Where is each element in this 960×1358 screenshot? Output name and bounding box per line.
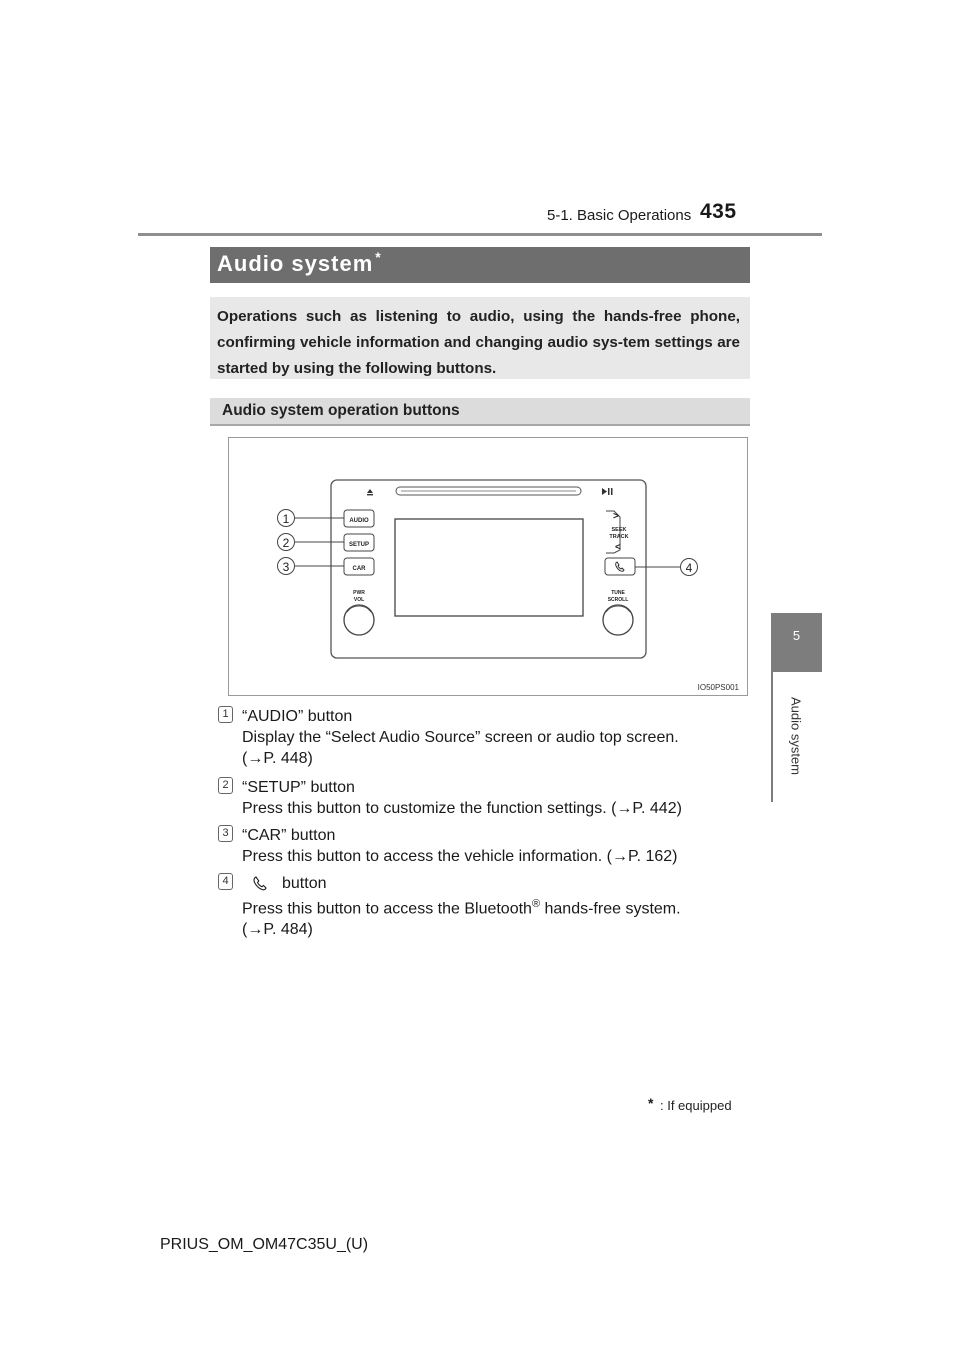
item-1-ref: (→P. 448) [242, 750, 313, 767]
car-button [344, 558, 374, 575]
item-4-badge: 4 [218, 873, 233, 890]
document-code: PRIUS_OM_OM47C35U_(U) [160, 1236, 369, 1253]
item-2 [242, 777, 682, 819]
item-1-desc: Display the “Select Audio Source” screen or audio top screen. [242, 729, 679, 746]
if-equipped-note: : If equipped [660, 1098, 732, 1113]
item-3-title: “CAR” button [242, 827, 336, 844]
page-title [217, 251, 382, 277]
item-4-desc-a: Press this button to access the Bluetooth [242, 900, 532, 918]
display-screen [395, 519, 583, 616]
item-3-desc: Press this button to access the vehicle information. (→P. 162) [242, 848, 678, 865]
chapter-tab-number: 5 [792, 628, 801, 643]
item-4-ref: (→P. 484) [242, 921, 313, 939]
chevron-right-icon: > [613, 511, 619, 522]
setup-button-label: SETUP [348, 542, 370, 548]
callout-1-number: 1 [282, 512, 290, 526]
subheading: Audio system operation buttons [222, 402, 460, 419]
callout-2-number: 2 [282, 536, 290, 550]
item-1-title: “AUDIO” button [242, 708, 353, 725]
callout-4-number: 4 [685, 561, 693, 575]
item-4-title: button [282, 875, 327, 892]
seek-label: SEEK [611, 527, 627, 533]
item-2-title: “SETUP” button [242, 779, 355, 796]
car-button-label: CAR [352, 566, 366, 572]
page-number: 435 [700, 200, 737, 223]
section-title: 5-1. Basic Operations [547, 207, 692, 224]
callout-3-number: 3 [282, 560, 290, 574]
item-1-badge: 1 [218, 706, 233, 723]
track-label: TRACK [609, 534, 629, 540]
audio-button [344, 510, 374, 527]
audio-button-label: AUDIO [349, 518, 369, 524]
item-4-desc [242, 894, 681, 919]
if-equipped-mark: * [375, 249, 382, 265]
item-4 [242, 873, 681, 940]
scroll-label: SCROLL [607, 597, 629, 603]
pwr-label: PWR [353, 590, 365, 596]
audio-unit-illustration [228, 437, 748, 696]
figure-code: IO50PS001 [697, 683, 739, 692]
item-3 [242, 825, 677, 867]
item-2-desc: Press this button to customize the function settings. (→P. 442) [242, 800, 682, 817]
phone-button [605, 558, 635, 575]
vol-label: VOL [353, 597, 365, 603]
if-equipped-star: * [648, 1095, 654, 1111]
intro-text: Operations such as listening to audio, using the hands-free phone, confirming vehicle information and changing audio sys-tem settings are started by using the following buttons. [217, 308, 740, 377]
item-4-desc-b: hands-free system. [540, 900, 681, 918]
item-3-badge: 3 [218, 825, 233, 842]
item-2-badge: 2 [218, 777, 233, 794]
header-divider [138, 233, 822, 236]
page-title-text: Audio system [217, 251, 374, 276]
chevron-left-icon: < [615, 542, 621, 553]
item-1 [242, 706, 679, 769]
registered-mark: ® [531, 898, 541, 910]
chapter-tab-label: Audio system [788, 696, 804, 776]
setup-button [344, 534, 374, 551]
tune-label: TUNE [611, 590, 625, 596]
